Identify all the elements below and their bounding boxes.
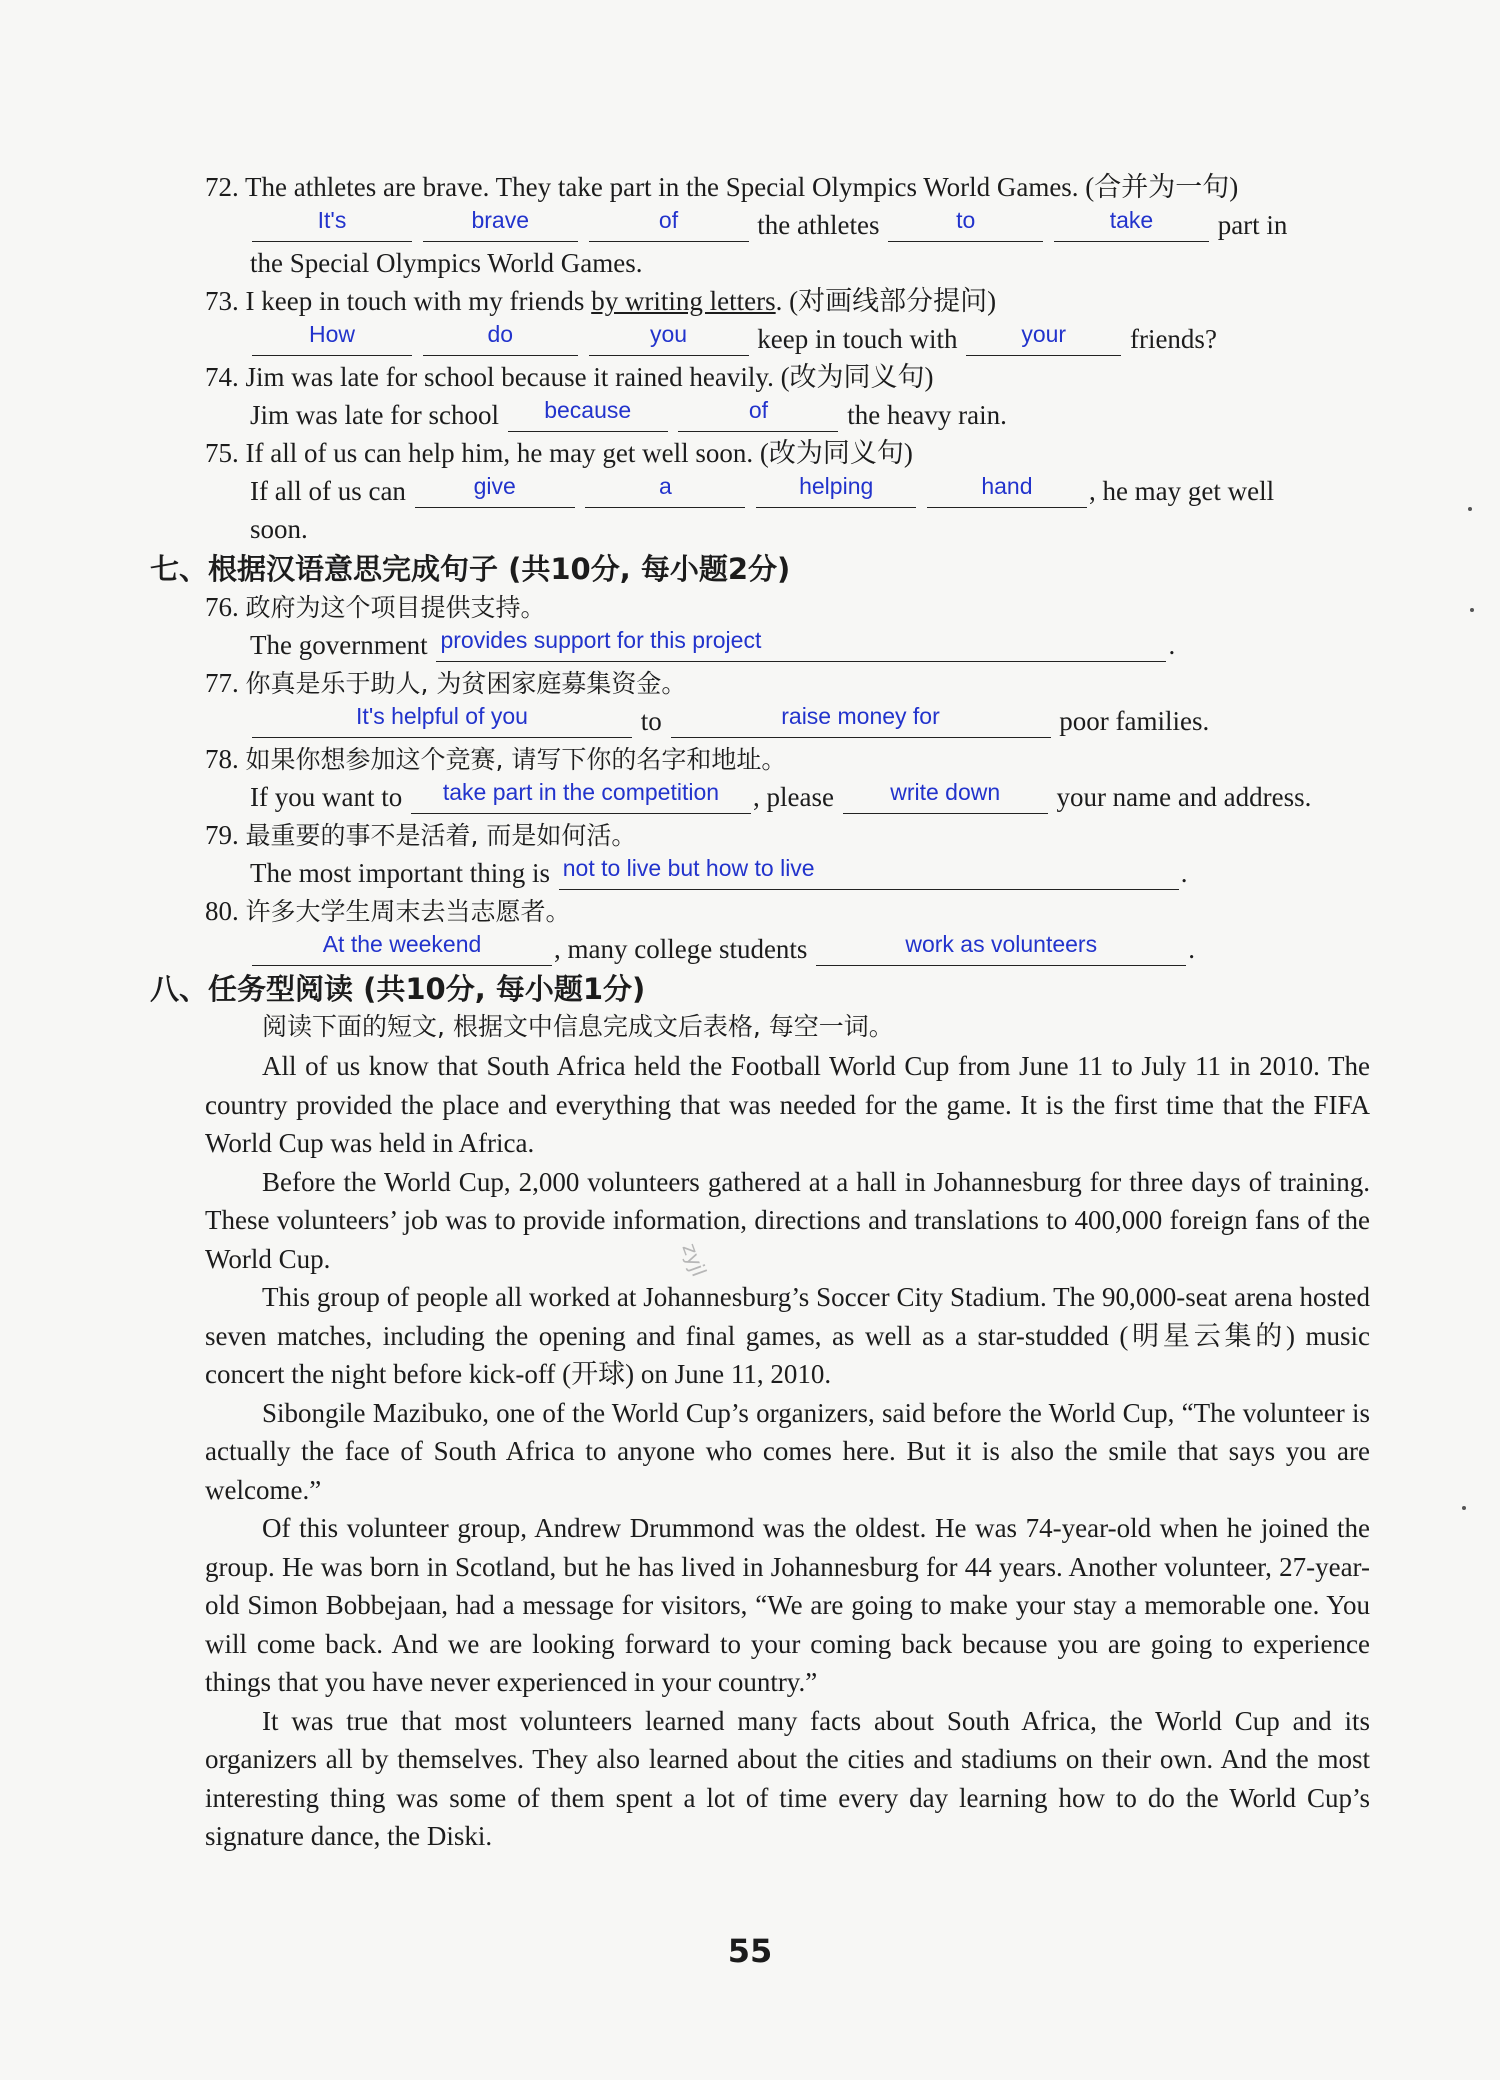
static-text: The most important thing is xyxy=(250,858,550,888)
page-number: 55 xyxy=(727,1932,773,1970)
question-number: 72. xyxy=(205,172,239,202)
answer-text: provides support for this project xyxy=(440,627,762,653)
question-text: I keep in touch with my friends xyxy=(245,286,592,316)
answer-blank[interactable] xyxy=(678,397,838,432)
answer-text: you xyxy=(649,321,688,347)
q75-continuation: soon. xyxy=(250,514,308,544)
passage-paragraph: Of this volunteer group, Andrew Drummond was the oldest. He was 74-year-old when he joined the group. He was born in Scotland, but he has lived in Johannesburg for 44 years. Another volunteer, 27-year-old Simon Bobbejaan, had a message for visitors, “We are going to make your stay a memorable one. You will come back. And we are looking forward to your coming back because you are going to experience things that you have never experienced in your country.” xyxy=(205,1513,1370,1697)
q79-prompt xyxy=(205,816,636,855)
answer-text: It's xyxy=(317,207,347,233)
static-text: . xyxy=(1168,630,1176,660)
answer-text: your xyxy=(1021,321,1067,347)
section-8-instruction: 阅读下面的短文, 根据文中信息完成文后表格, 每空一词。 xyxy=(262,1012,894,1041)
answer-text: raise money for xyxy=(781,703,940,729)
q73-answer-line xyxy=(250,320,1217,358)
question-text: . (对画线部分提问) xyxy=(775,286,997,316)
answer-blank[interactable] xyxy=(589,321,749,356)
static-text: the athletes xyxy=(757,210,880,240)
question-text: Jim was late for school because it rained heavily. (改为同义句) xyxy=(245,362,934,392)
answer-text: At the weekend xyxy=(322,931,482,957)
chinese-prompt: 最重要的事不是活着, 而是如何活。 xyxy=(245,821,637,850)
answer-text: take part in the competition xyxy=(442,779,720,805)
answer-text: brave xyxy=(471,207,530,233)
passage-paragraph: All of us know that South Africa held the Football World Cup from June 11 to July 11 in 2010. The country provided the place and everything that was needed for the game. It is the first time that the FIFA World Cup was held in Africa. xyxy=(205,1051,1370,1158)
static-text: the heavy rain. xyxy=(847,400,1007,430)
passage-paragraph: Sibongile Mazibuko, one of the World Cup’s organizers, said before the World Cup, “The volunteer is actually the face of South Africa to anyone who comes here. But it is also the smile that says you are welcome.” xyxy=(205,1397,1370,1505)
static-text: , many college students xyxy=(554,934,808,964)
underlined-phrase: by writing letters xyxy=(591,286,776,316)
answer-text: a xyxy=(659,473,672,499)
answer-blank[interactable] xyxy=(585,473,745,508)
answer-text: give xyxy=(473,473,516,499)
static-text: Jim was late for school xyxy=(250,400,499,430)
answer-blank[interactable] xyxy=(966,321,1121,356)
q73-prompt xyxy=(205,282,996,320)
q80-answer-line xyxy=(250,930,1195,968)
answer-text: of xyxy=(658,207,679,233)
static-text: keep in touch with xyxy=(757,324,958,354)
static-text: The government xyxy=(250,630,428,660)
answer-blank[interactable] xyxy=(252,931,552,966)
answer-text: It's helpful of you xyxy=(356,703,528,729)
answer-blank[interactable] xyxy=(559,855,1179,890)
chinese-prompt: 如果你想参加这个竞赛, 请写下你的名字和地址。 xyxy=(245,745,787,774)
answer-blank[interactable] xyxy=(508,397,668,432)
static-text: . xyxy=(1188,934,1195,964)
q77-prompt xyxy=(205,664,686,703)
section-8-heading: 八、任务型阅读 (共10分, 每小题1分) xyxy=(150,972,646,1006)
answer-blank[interactable] xyxy=(816,931,1186,966)
answer-blank[interactable] xyxy=(252,321,412,356)
answer-text: helping xyxy=(799,473,874,499)
scan-speck xyxy=(1462,1506,1466,1510)
answer-text: hand xyxy=(981,473,1033,499)
q74-prompt xyxy=(205,358,934,396)
q74-answer-line xyxy=(250,396,1007,434)
static-text: If all of us can xyxy=(250,476,406,506)
question-number: 78. xyxy=(205,744,239,774)
question-number: 80. xyxy=(205,896,239,926)
scan-speck xyxy=(1470,608,1474,612)
passage-paragraph: This group of people all worked at Johannesburg’s Soccer City Stadium. The 90,000-seat arena hosted seven matches, including the opening and final games, as well as a star-studded (明星云集的) music concert the night before kick-off (开球) on June 11, 2010. xyxy=(205,1282,1370,1389)
static-text: poor families. xyxy=(1059,706,1210,736)
q75-prompt xyxy=(205,434,913,472)
passage-paragraph: It was true that most volunteers learned many facts about South Africa, the World Cup and its organizers all by themselves. They also learned about the cities and stadiums on their own. And the most interesting thing was some of them spent a lot of time every day learning how to do the World Cup’s signature dance, the Diski. xyxy=(205,1705,1370,1851)
q79-answer-line xyxy=(250,854,1187,892)
answer-text: take xyxy=(1109,207,1154,233)
q75-answer-line xyxy=(250,472,1274,510)
static-text: , he may get well xyxy=(1088,476,1275,506)
question-number: 77. xyxy=(205,668,239,698)
answer-blank[interactable] xyxy=(423,321,578,356)
question-number: 79. xyxy=(205,820,239,850)
answer-text: work as volunteers xyxy=(905,931,1098,957)
q78-answer-line xyxy=(250,778,1311,816)
section-7-heading: 七、根据汉语意思完成句子 (共10分, 每小题2分) xyxy=(150,552,791,586)
static-text: to xyxy=(640,706,662,736)
q76-answer-line xyxy=(250,626,1175,664)
q77-answer-line xyxy=(250,702,1209,740)
answer-text: How xyxy=(308,321,355,347)
static-text: friends? xyxy=(1129,324,1217,354)
answer-blank[interactable] xyxy=(411,779,751,814)
answer-blank[interactable] xyxy=(436,627,1166,662)
answer-blank[interactable] xyxy=(589,207,749,242)
answer-blank[interactable] xyxy=(888,207,1043,242)
answer-text: to xyxy=(956,207,976,233)
reading-passage xyxy=(205,1047,1370,1856)
answer-text: because xyxy=(544,397,632,423)
passage-paragraph: Before the World Cup, 2,000 volunteers gathered at a hall in Johannesburg for three days of training. These volunteers’ job was to provide information, directions and translations to 400,000 foreign fans of the World Cup. xyxy=(205,1166,1370,1274)
answer-blank[interactable] xyxy=(252,703,632,738)
answer-blank[interactable] xyxy=(1054,207,1209,242)
answer-text: of xyxy=(748,397,769,423)
question-text: The athletes are brave. They take part in the Special Olympics World Games. (合并为一句) xyxy=(245,172,1239,202)
answer-blank[interactable] xyxy=(756,473,916,508)
answer-blank[interactable] xyxy=(252,207,412,242)
q72-continuation: the Special Olympics World Games. xyxy=(250,248,643,278)
q72-answer-line xyxy=(250,206,1287,244)
answer-text: not to live but how to live xyxy=(562,855,815,881)
q72-prompt xyxy=(205,168,1238,206)
answer-text: do xyxy=(487,321,514,347)
q76-prompt xyxy=(205,588,546,627)
chinese-prompt: 许多大学生周末去当志愿者。 xyxy=(245,897,571,926)
chinese-prompt: 你真是乐于助人, 为贫困家庭募集资金。 xyxy=(245,669,687,698)
static-text: If you want to xyxy=(250,782,403,812)
chinese-prompt: 政府为这个项目提供支持。 xyxy=(245,593,546,622)
q78-prompt xyxy=(205,740,786,779)
answer-blank[interactable] xyxy=(927,473,1087,508)
question-text: If all of us can help him, he may get well soon. (改为同义句) xyxy=(245,438,913,468)
answer-text: write down xyxy=(890,779,1001,805)
watermark: zyjl xyxy=(677,1240,712,1280)
question-number: 74. xyxy=(205,362,239,392)
static-text: . xyxy=(1180,858,1188,888)
answer-blank[interactable] xyxy=(843,779,1048,814)
static-text: part in xyxy=(1217,210,1288,240)
answer-blank[interactable] xyxy=(423,207,578,242)
question-number: 73. xyxy=(205,286,239,316)
question-number: 76. xyxy=(205,592,239,622)
question-number: 75. xyxy=(205,438,239,468)
static-text: , please xyxy=(752,782,834,812)
answer-blank[interactable] xyxy=(415,473,575,508)
answer-blank[interactable] xyxy=(671,703,1051,738)
static-text: your name and address. xyxy=(1056,782,1312,812)
scan-speck xyxy=(1468,507,1472,511)
q80-prompt xyxy=(205,892,571,931)
